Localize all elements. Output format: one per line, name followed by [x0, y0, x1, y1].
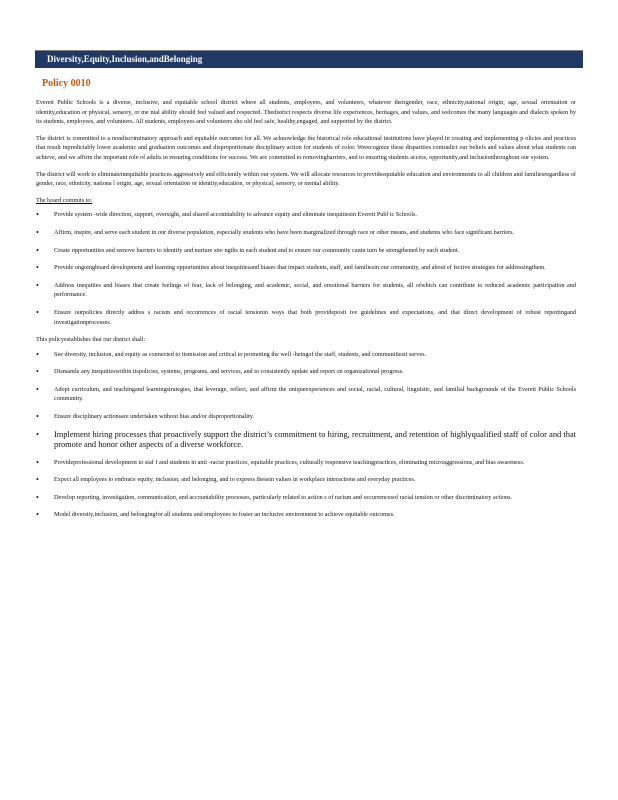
list-item: • Provide ongoingboard development and learning opportunities about inequitiesand biases that impact students, staff, and familiesin our community, and about ef fective strategies for addressingthem.: [36, 263, 576, 273]
resources-paragraph: The district will work to eliminateinequitable practices aggressively and efficiently within our system. We will allocate resources to provideequitable education and environments to all children and familiesregardless of gender, race, ethnicity, nationa l origin, age, sexual orientation or identity,education, or physical, sensory, or mental ability.: [36, 170, 576, 188]
list-item: • Ensure ourpolicies directly addres s racism and occurrences of racial tensionin ways that both provideposit ive guidelines and expectations, and that direct development of robust reportingand investigationprocesses.: [36, 308, 576, 327]
document-title: Diversity,Equity,Inclusion,andBelonging: [47, 54, 203, 64]
list-item: • Adopt curriculum, and teachingand learningstrategies, that leverage, reflect, and affirm the uniqueexperiences and social, racial, cultural, linguistic, and familial backgrounds of the Everett Public Schools community.: [36, 385, 576, 404]
board-heading: The board commits to:: [36, 196, 93, 204]
list-item: • Create opportunities and remove barriers to identify and nurture stre ngths in each student and to ensure our community canin turn be strengthened by each student.: [36, 246, 576, 256]
list-item: • Expect all employees to embrace equity, inclusion, and belonging, and to express thesein values in workplace interactions and everyday practices.: [36, 475, 576, 485]
list-item: • Implement hiring processes that proactively support the district’s commitment to hiring, recruitment, and retention of highlyqualified staff of color and that promote and honor other aspects of a diverse workforce.: [36, 430, 576, 450]
list-item: • Address inequities and biases that create feelings of fear, lack of belonging, and academic, social, and emotional barriers for students, all ofwhich can contribute to reduced academic participation and performance.: [36, 281, 576, 300]
list-item: • Model diversity,inclusion, and belongingfor all students and employees to foster an inclusive environment to achieve equitable outcomes.: [36, 510, 576, 520]
district-actions-list: [36, 350, 576, 520]
document-body: [36, 98, 576, 528]
list-item: • Dismantle any inequitieswithin itspolicies, systems, programs, and services, and to consistently update and report on organizational progress.: [36, 367, 576, 377]
list-item: • Provideprofessional development to staf f and students in anti -racist practices, equitable practices, culturally responsive teachingpractices, eliminating microaggressions, and bias awareness.: [36, 458, 576, 468]
board-commitments-list: [36, 210, 576, 327]
intro-paragraph: Everett Public Schools is a diverse, inclusive, and equitable school district where all students, employees, and volunteers, whatever theirgender, race, ethnicity,national origin, age, sexual orientation or identity,education or physical, sensory, or me ntal ability should feel valued and respected. Thedistrict respects diverse life experiences, heritages, and values, and welcomes the many languages and dialects spoken by its students, employees, and volunteers. All students, employees and volunteers sho uld feel safe, healthy,engaged, and supported by the district.: [36, 99, 576, 126]
commitment-paragraph: The district is committed to a nondiscriminatory approach and equitable outcomes for all. We acknowledge the historical role educational institutions have played in creating and implementing p olicies and practices that result inpredictably lower academic and graduation outcomes and disproportionate disciplinary action for students of color. Werecognize these disparities contradict our beliefs and values about what students can achieve, and we affirm the important role of adults in ensuring conditions for success. We are committed to removingbarriers, and to ensuring students access, opportunity,and inclusionthroughout our system.: [36, 134, 576, 161]
list-item: • See diversity, inclusion, and equity as connected to itsmission and critical to promoting the well -beingof the staff, students, and communitiesit serves.: [36, 350, 576, 360]
policy-heading: This policyestablishes that our district shall:: [36, 336, 146, 344]
list-item: • Develop reporting, investigation, communication, and accountability processes, particularly related to action s of racism and occurrencesof racial tension or other discriminatory actions.: [36, 493, 576, 503]
list-item: • Ensure disciplinary actionsare undertaken without bias and/or disproportionality.: [36, 412, 576, 422]
title-banner: [35, 50, 583, 68]
list-item: • Provide system -wide direction, support, oversight, and shared accountability to advance equity and eliminate inequitiesin Everett Publ ic Schools.: [36, 210, 576, 220]
policy-number: Policy 0010: [42, 78, 91, 89]
list-item: • Affirm, inspire, and serve each student in our diverse population, especially students who have been marginalized through race or other means, and students who face significant barriers.: [36, 228, 576, 238]
